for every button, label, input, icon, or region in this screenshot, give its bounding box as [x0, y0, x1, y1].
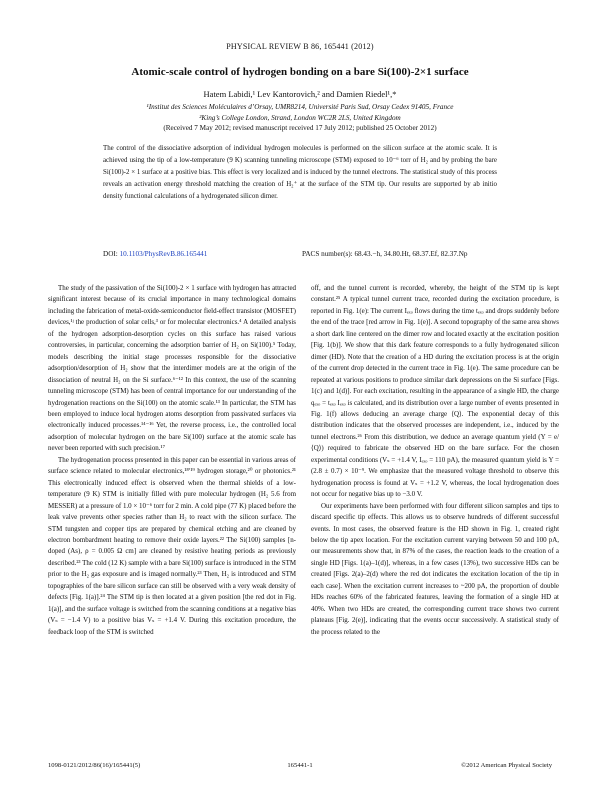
body-paragraph: Our experiments have been performed with four different silicon samples and tips to discard specific tip effects. This allows us to observe hundreds of different successful events. In most cases, the observed feature is the HD shown in Fig. 1, created right below the tip apex location. For the excitation current varying between 50 and 100 pA, our measurements show that, in 87% of the cases, the reaction leads to the creation of a single HD [Figs. 1(a)–1(d)], whereas, in a few cases (13%), two successive HDs can be created [Figs. 2(a)–2(d) where the red dot indicates the excitation location of the tip in each case]. When the excitation current increases to ~200 pA, the proportion of double HDs reaches 60% of the fabricated features, leaving the formation of a single HD at 40%. When two HDs are created, the corresponding current trace shows two current plateaus [Fig. 2(e)], indicating that the events occur successively. A statistical study of the process related to the [311, 501, 559, 636]
doi-label: DOI: [103, 250, 118, 258]
doi-link[interactable]: 10.1103/PhysRevB.86.165441 [119, 250, 208, 258]
body-paragraph: The study of the passivation of the Si(100)-2 × 1 surface with hydrogen has attracted significant interest because of its crucial importance in many technological domains including the fabrication of metal-oxide-semiconductor field-effect transistor (MOSFET) devices,¹ʲ the production of solar cells,³ or for molecular electronics.⁴ A detailed analysis of the hydrogen adsorption-desorption cycles on this surface has raised various controversies, in particular, concerning the adsorption barrier of H₂ on Si(100).⁵ Today, models describing the initial stage processes responsible for the dissociative adsorption/desorption of H₂ show that the interdimer models are at the origin of the dissociation of neutral H₂ on the Si surface.⁶⁻¹² In this context, the use of the scanning tunneling microscope (STM) has been of central importance for our understanding of the hydrogenation reactions on the Si(100) on the atomic scale.¹³ In particular, the STM has been employed to induce local hydrogen atoms desorption from passivated surfaces via electronically induced processes.¹⁴⁻¹⁶ Yet, the reverse process, i.e., the controlled local adsorption of molecular hydrogen on the bare Si(100) surface at the atomic scale has never been reported with such precision.¹⁷ [48, 284, 296, 453]
pacs-numbers: PACS number(s): 68.43.−h, 34.80.Ht, 68.37.Ef, 82.37.Np [302, 250, 468, 258]
left-column [48, 283, 296, 638]
paper-title: Atomic-scale control of hydrogen bonding on a bare Si(100)-2×1 surface [131, 66, 469, 78]
author-list: Hatem Labidi,¹ Lev Kantorovich,² and Damien Riedel¹,* [203, 89, 397, 99]
received-dates: (Received 7 May 2012; revised manuscript received 17 July 2012; published 25 October 2012) [163, 124, 437, 132]
doi-line [103, 250, 207, 258]
affiliation-1: ¹Institut des Sciences Moléculaires d’Orsay, UMR8214, Université Paris Sud, Orsay Cedex 91405, France [146, 103, 454, 111]
body-paragraph: The hydrogenation process presented in this paper can be essential in various areas of surface science related to molecular electronics,¹⁸ʹ¹⁹ hydrogen storage,²⁰ or photonics.²¹ This electronically induced effect is observed when the thermal shields of a low-temperature (9 K) STM is initially filled with pure molecular hydrogen (H₂ 5.6 from MESSER) at a pressure of 1.0 × 10⁻⁶ torr for 2 min. A cold pipe (77 K) placed before the leak valve prevents other species rather than H₂ to react with the silicon surface. The STM tungsten and copper tips are prepared by chemical etching and are cleaned by electron bombardment heating to remove their oxide layers.²² The Si(100) samples [n-doped (As), ρ = 0.005 Ω cm] are cleaned by resistive heating periods as previously described.²³ The cold (12 K) sample with a bare Si(100) surface is introduced in the STM prior to the H₂ gas exposure and is imaged normally.²³ Then, H₂ is introduced and STM topographies of the bare silicon surface can still be observed with a very weak density of defects [Fig. 1(a)].²⁴ The STM tip is then located at a given position [the red dot in Fig. 1(a)], and the surface voltage is switched from the scanning conditions at a negative bias (Vₛ = −1.4 V) to a positive bias Vₛ = +1.4 V. During this excitation procedure, the feedback loop of the STM is switched [48, 455, 296, 636]
abstract: The control of the dissociative adsorption of individual hydrogen molecules is performed on the silicon surface at the atomic scale. It is achieved using the tip of a low-temperature (9 K) scanning tunneling microscope (STM) exposed to 10⁻⁶ torr of H₂ and by probing the bare Si(100)-2 × 1 surface at a positive bias. This effect is very localized and is induced by the tunnel electrons. The statistical study of this process reveals an activation energy threshold matching the creation of H₂⁺ at the surface of the STM tip. Our results are supported by ab initio density functional calculations of a hydrogenated silicon dimer. [103, 145, 497, 200]
affiliation-2: ²King’s College London, Strand, London WC2R 2LS, United Kingdom [199, 114, 401, 122]
right-column [311, 283, 559, 638]
footer-copyright: ©2012 American Physical Society [461, 762, 552, 769]
footer-page-number: 165441-1 [287, 762, 313, 769]
body-paragraph: off, and the tunnel current is recorded, whereby, the height of the STM tip is kept constant.²⁵ A typical tunnel current trace, recorded during the excitation procedure, is reported in Fig. 1(e): The current Iₑₓₒ flows during the time tₑₓₒ and drops suddenly before the end of the trace [red arrow in Fig. 1(e)]. A second topography of the same area shows a short dark line centered on the dimer row and located exactly at the excitation position [Fig. 1(b)]. We show that this dark feature corresponds to a fully hydrogenated silicon dimer (HD). Note that the creation of a HD during the excitation process is at the origin of the current drop detected in the current trace in Fig. 1(e). The same procedure can be repeated at various positions to produce similar dark depressions on the Si surface [Figs. 1(c) and 1(d)]. For each excitation, resulting in the appearance of a single HD, the charge qₑₓₒ = tₑₓₒ Iₑₓₒ is calculated, and its distribution over a large number of events presented in Fig. 1(f) allows deducing an average charge ⟨Q⟩. The exponential decay of this distribution indicates that the observed processes are independent, i.e., induced by the tunnel electrons.²⁶ From this distribution, we deduce an average quantum yield (Y = e/⟨Q⟩) required to fabricate the observed HD on the bare surface. For the chosen experimental conditions (Vₛ = +1.4 V, Iₑₓₒ = 110 pA), the measured quantum yield is Y = (2.8 ± 0.7) × 10⁻⁹. We emphasize that the measured voltage threshold to observe this hydrogenation process is found at Vₛ = +1.2 V, whereas, the local hydrogenation does not occur for negative bias up to −3.0 V. [311, 284, 559, 499]
footer-issn: 1098-0121/2012/86(16)/165441(5) [48, 762, 141, 769]
journal-header: PHYSICAL REVIEW B 86, 165441 (2012) [226, 42, 374, 51]
